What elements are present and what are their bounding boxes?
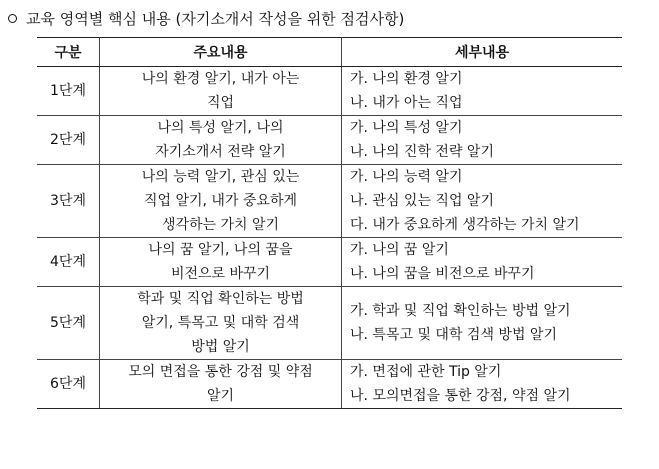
stage-cell: 2단계	[37, 116, 100, 165]
header-main-content: 주요내용	[100, 38, 342, 67]
detail-line: 가. 학과 및 직업 확인하는 방법 알기	[350, 303, 571, 319]
main-content-line: 직업 알기, 내가 중요하게	[143, 193, 298, 209]
detail-line: 다. 내가 중요하게 생각하는 가치 알기	[350, 217, 580, 233]
detail-line: 나. 특목고 및 대학 검색 방법 알기	[350, 327, 557, 343]
detail-line: 나. 모의면접을 통한 강점, 약점 알기	[350, 388, 571, 404]
stage-cell: 5단계	[37, 287, 100, 360]
main-content-line: 알기	[206, 388, 235, 404]
section-heading	[8, 6, 404, 30]
table-row	[37, 238, 622, 287]
table-row	[37, 165, 622, 238]
detail-content-cell	[342, 238, 623, 287]
detail-line: 나. 관심 있는 직업 알기	[350, 193, 494, 209]
main-content-line: 나의 능력 알기, 관심 있는	[141, 169, 300, 185]
main-content-line: 알기, 특목고 및 대학 검색	[141, 315, 300, 331]
main-content-line: 직업	[206, 95, 235, 111]
detail-line: 가. 나의 꿈 알기	[350, 242, 449, 258]
detail-content-cell	[342, 287, 623, 360]
detail-line: 나. 내가 아는 직업	[350, 95, 463, 111]
detail-line: 나. 나의 진학 전략 알기	[350, 144, 494, 160]
detail-content-cell	[342, 165, 623, 238]
detail-line: 가. 나의 환경 알기	[350, 71, 463, 87]
heading-text: 교육 영역별 핵심 내용 (자기소개서 작성을 위한 점검사항)	[26, 9, 405, 28]
detail-line: 나. 나의 꿈을 비전으로 바꾸기	[350, 266, 535, 282]
main-content-cell	[100, 238, 342, 287]
main-content-line: 방법 알기	[191, 339, 250, 355]
stage-cell: 6단계	[37, 360, 100, 409]
detail-content-cell	[342, 360, 623, 409]
detail-content-cell	[342, 116, 623, 165]
main-content-cell	[100, 116, 342, 165]
detail-line: 가. 나의 특성 알기	[350, 120, 463, 136]
table-row	[37, 67, 622, 116]
main-content-line: 자기소개서 전략 알기	[155, 144, 286, 160]
main-content-line: 생각하는 가치 알기	[161, 217, 280, 233]
main-content-line: 비전으로 바꾸기	[170, 266, 271, 282]
main-content-line: 나의 특성 알기, 나의	[157, 120, 284, 136]
stage-cell: 4단계	[37, 238, 100, 287]
education-content-table	[37, 37, 622, 409]
circle-bullet-icon	[8, 14, 17, 23]
main-content-cell	[100, 360, 342, 409]
main-content-cell	[100, 67, 342, 116]
table-header-row	[37, 38, 622, 67]
header-detail-content: 세부내용	[342, 38, 623, 67]
table-row	[37, 116, 622, 165]
detail-content-cell	[342, 67, 623, 116]
main-content-cell	[100, 287, 342, 360]
table-row	[37, 287, 622, 360]
main-content-line: 학과 및 직업 확인하는 방법	[137, 291, 304, 307]
stage-cell: 1단계	[37, 67, 100, 116]
stage-cell: 3단계	[37, 165, 100, 238]
main-content-line: 나의 환경 알기, 내가 아는	[141, 71, 300, 87]
main-content-line: 나의 꿈 알기, 나의 꿈을	[148, 242, 293, 258]
main-content-cell	[100, 165, 342, 238]
header-stage: 구분	[37, 38, 100, 67]
table-row	[37, 360, 622, 409]
detail-line: 가. 면접에 관한 Tip 알기	[350, 364, 502, 380]
detail-line: 가. 나의 능력 알기	[350, 169, 463, 185]
main-content-line: 모의 면접을 통한 강점 및 약점	[128, 364, 313, 380]
